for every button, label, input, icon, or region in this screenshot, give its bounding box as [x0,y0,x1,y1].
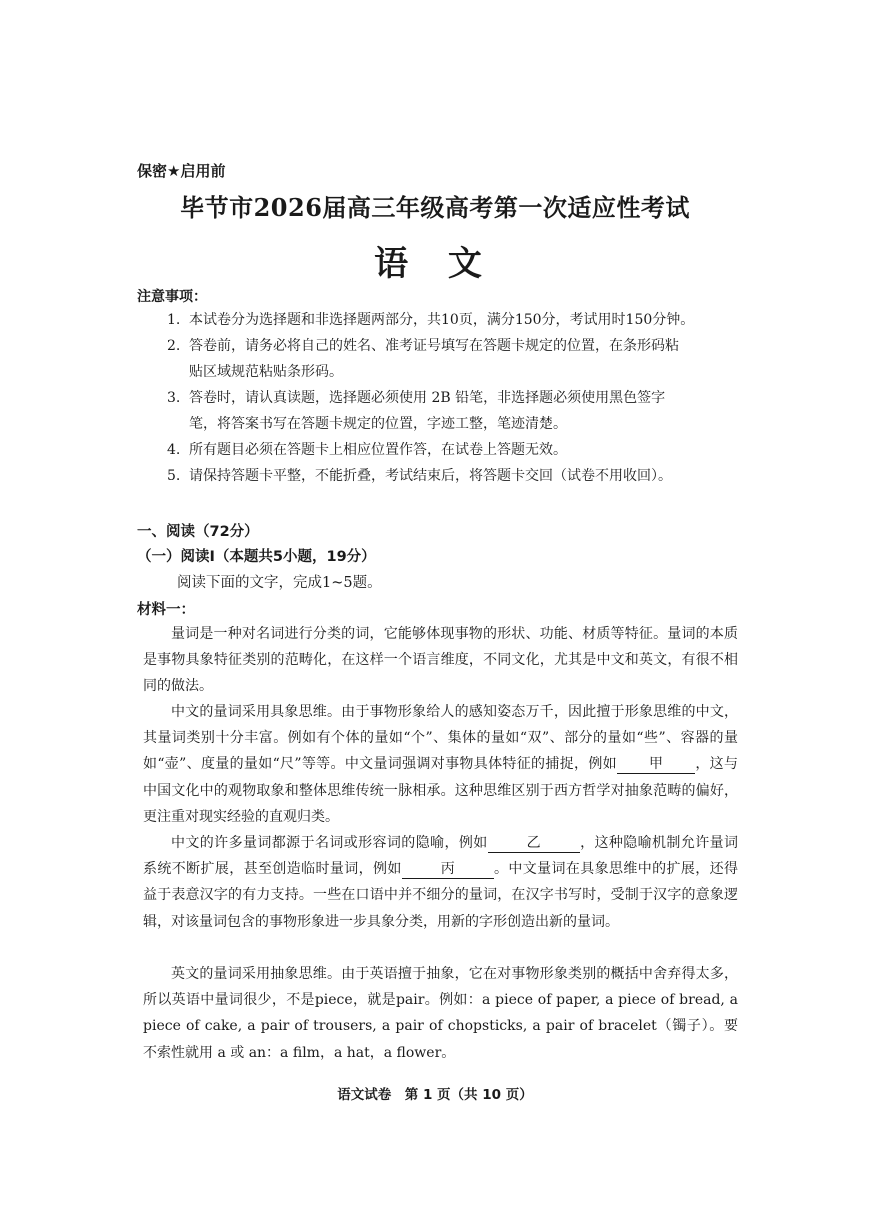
blank-yi: 乙 [488,834,580,853]
notice-number: 2. [167,338,181,354]
notice-item-3 [167,385,665,437]
reading-instruction: 阅读下面的文字，完成1~5题。 [177,575,382,591]
notice-number: 5. [167,468,181,484]
notice-item-5 [167,463,672,489]
notice-text: 笔，将答案书写在答题卡规定的位置，字迹工整，笔迹清楚。 [189,416,567,432]
notice-text: 所有题目必须在答题卡上相应位置作答，在试卷上答题无效。 [189,442,567,458]
paragraph-text: ，这种隐喻机制允许量词系统不断扩展，甚至创造临时量词，例如 [143,835,739,878]
notice-number: 4. [167,442,181,458]
notice-text: 贴区域规范粘贴条形码。 [189,364,343,380]
notice-number: 3. [167,390,181,406]
notice-text: 请保持答题卡平整，不能折叠，考试结束后，将答题卡交回（试卷不用收回）。 [189,468,672,484]
paragraph-text: 中文的许多量词都源于名词或形容词的隐喻，例如 [171,835,488,851]
paragraph-2 [143,699,738,830]
paragraph-text: 中文的量词采用具象思维。由于事物形象给人的感知姿态万千，因此擅于形象思维的中文，其量词类别十分丰富。例如有个体的量如“个”、集体的量如“双”、部分的量如“些”、容器的量如“壶”、度量的量如“尺”等等。中文量词强调对事物具体特征的捕捉，例如 [143,704,738,773]
notice-item-1 [167,307,694,333]
paragraph-1: 量词是一种对名词进行分类的词，它能够体现事物的形状、功能、材质等特征。量词的本质是事物具象特征类别的范畴化，在这样一个语言维度，不同文化，尤其是中文和英文，有很不相同的做法。 [143,626,738,695]
section-heading: 一、阅读（72分） [137,524,259,540]
paragraph-3 [143,830,738,935]
notice-text: 答卷时，请认真读题，选择题必须使用 2B 铅笔，非选择题必须使用黑色签字 [189,390,666,406]
notice-text: 答卷前，请务必将自己的姓名、准考证号填写在答题卡规定的位置，在条形码粘 [189,338,679,354]
notice-item-4 [167,437,567,463]
blank-jia: 甲 [617,755,695,774]
paragraph-text: ，这与中国文化中的观物取象和整体思维传统一脉相承。这种思维区别于西方哲学对抽象范畴的偏好，更注重对现实经验的直观归类。 [143,756,738,825]
page-footer: 语文试卷 第 1 页（共 10 页） [337,1087,533,1103]
blank-bing: 丙 [402,860,494,879]
paragraph-4: 英文的量词采用抽象思维。由于英语擅于抽象，它在对事物形象类别的概括中舍弃得太多，所以英语中量词很少，不是piece，就是pair。例如：a piece of paper, a piece of bread, a piece of cake, a pair of trousers, a pair of chopsticks, a pair of bracelet（镯子）。要不索性就用 a 或 an：a film，a hat，a flower。 [143,966,738,1061]
paragraph-text: 。中文量词在具象思维中的扩展，还得益于表意汉字的有力支持。一些在口语中并不细分的量词，在汉字书写时，受制于汉字的意象逻辑，对该量词包含的事物形象进一步具象分类，用新的字形创造出新的量词。 [143,861,739,930]
notice-item-2 [167,333,679,385]
subject-title: 语 文 [374,244,496,284]
confidential-label: 保密★启用前 [137,162,226,180]
notice-number: 1. [167,312,181,328]
notice-text: 本试卷分为选择题和非选择题两部分，共10页，满分150分，考试用时150分钟。 [189,312,695,328]
subsection-heading: （一）阅读Ⅰ（本题共5小题，19分） [137,549,376,565]
exam-title: 毕节市2026届高三年级高考第一次适应性考试 [180,193,690,222]
material-label: 材料一： [137,602,195,618]
notice-heading: 注意事项： [137,289,207,305]
